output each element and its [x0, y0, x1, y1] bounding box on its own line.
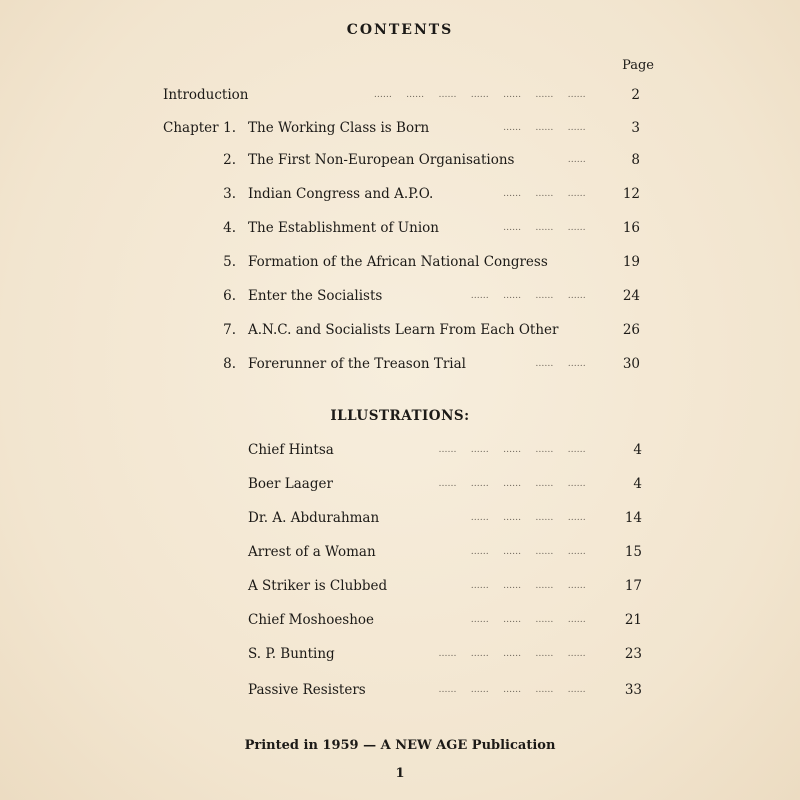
chapter-title: The First Non-European Organisations	[248, 152, 515, 168]
illustration-row	[0, 576, 800, 596]
dot-leader: …… …… ……	[503, 223, 600, 233]
page-ref: 4	[633, 442, 642, 458]
chapter-number: 7.	[223, 322, 236, 338]
chapter-title: A.N.C. and Socialists Learn From Each Other	[248, 322, 559, 338]
dot-leader: ……	[567, 155, 600, 165]
dot-leader: …… …… …… ……	[470, 615, 600, 625]
chapter-number: 8.	[223, 356, 236, 372]
chapter-number: 2.	[223, 152, 236, 168]
contents-row	[0, 286, 800, 306]
chapter-title: Introduction	[163, 87, 249, 103]
dot-leader: …… …… ……	[503, 123, 600, 133]
illustration-title: Chief Hintsa	[248, 442, 334, 458]
dot-leader: …… …… …… ……	[470, 291, 600, 301]
illustration-row	[0, 508, 800, 528]
page-ref: 8	[631, 152, 640, 168]
contents-row	[0, 354, 800, 374]
contents-row	[0, 252, 800, 272]
page-ref: 24	[622, 288, 640, 304]
publication-footer: Printed in 1959 — A NEW AGE Publication	[244, 738, 556, 753]
illustration-title: Dr. A. Abdurahman	[248, 510, 380, 526]
illustration-row	[0, 440, 800, 460]
dot-leader: …… …… …… ……	[470, 581, 600, 591]
chapter-title: Enter the Socialists	[248, 288, 383, 304]
contents-row	[0, 320, 800, 340]
chapter-prefix: Chapter	[163, 120, 219, 136]
page-column-header: Page	[622, 58, 654, 73]
chapter-number: 1.	[223, 120, 236, 136]
illustrations-heading: ILLUSTRATIONS:	[330, 408, 470, 424]
chapter-title: The Establishment of Union	[248, 220, 439, 236]
page-ref: 3	[631, 120, 640, 136]
dot-leader: …… …… …… ……	[470, 513, 600, 523]
chapter-number: 5.	[223, 254, 236, 270]
page-ref: 21	[624, 612, 642, 628]
dot-leader: …… ……	[535, 359, 600, 369]
dot-leader: …… …… …… ……	[470, 547, 600, 557]
illustration-title: A Striker is Clubbed	[248, 578, 388, 594]
chapter-title: The Working Class is Born	[248, 120, 430, 136]
illustration-row	[0, 474, 800, 494]
dot-leader: …… …… …… …… ……	[438, 445, 600, 455]
chapter-number: 3.	[223, 186, 236, 202]
page-ref: 12	[622, 186, 640, 202]
chapter-number: 4.	[223, 220, 236, 236]
page-title: CONTENTS	[346, 22, 454, 38]
illustration-title: S. P. Bunting	[248, 646, 335, 662]
dot-leader: …… …… …… …… ……	[438, 685, 600, 695]
page-ref: 2	[631, 87, 640, 103]
dot-leader: …… …… …… …… ……	[438, 649, 600, 659]
dot-leader	[572, 320, 600, 340]
page-ref: 23	[624, 646, 642, 662]
page-ref: 14	[624, 510, 642, 526]
contents-row	[0, 150, 800, 170]
page-ref: 16	[622, 220, 640, 236]
page-number: 1	[395, 766, 405, 781]
illustration-title: Chief Moshoeshoe	[248, 612, 375, 628]
page-ref: 26	[622, 322, 640, 338]
illustration-title: Passive Resisters	[248, 682, 366, 698]
chapter-title: Formation of the African National Congress	[248, 254, 548, 270]
dot-leader: …… …… …… …… ……	[438, 479, 600, 489]
dot-leader	[562, 252, 600, 272]
illustration-row	[0, 644, 800, 664]
page-ref: 33	[624, 682, 642, 698]
page-ref: 17	[624, 578, 642, 594]
page-ref: 19	[622, 254, 640, 270]
chapter-title: Forerunner of the Treason Trial	[248, 356, 466, 372]
contents-row	[0, 218, 800, 238]
dot-leader: …… …… …… …… …… …… ……	[373, 90, 600, 100]
chapter-number: 6.	[223, 288, 236, 304]
contents-row	[0, 184, 800, 204]
dot-leader: …… …… ……	[503, 189, 600, 199]
illustration-title: Arrest of a Woman	[248, 544, 376, 560]
page-ref: 4	[633, 476, 642, 492]
illustration-row	[0, 610, 800, 630]
contents-row	[0, 118, 800, 138]
contents-row	[0, 85, 800, 105]
illustration-row	[0, 680, 800, 700]
page-ref: 15	[624, 544, 642, 560]
illustration-row	[0, 542, 800, 562]
chapter-title: Indian Congress and A.P.O.	[248, 186, 434, 202]
page-ref: 30	[622, 356, 640, 372]
illustration-title: Boer Laager	[248, 476, 333, 492]
